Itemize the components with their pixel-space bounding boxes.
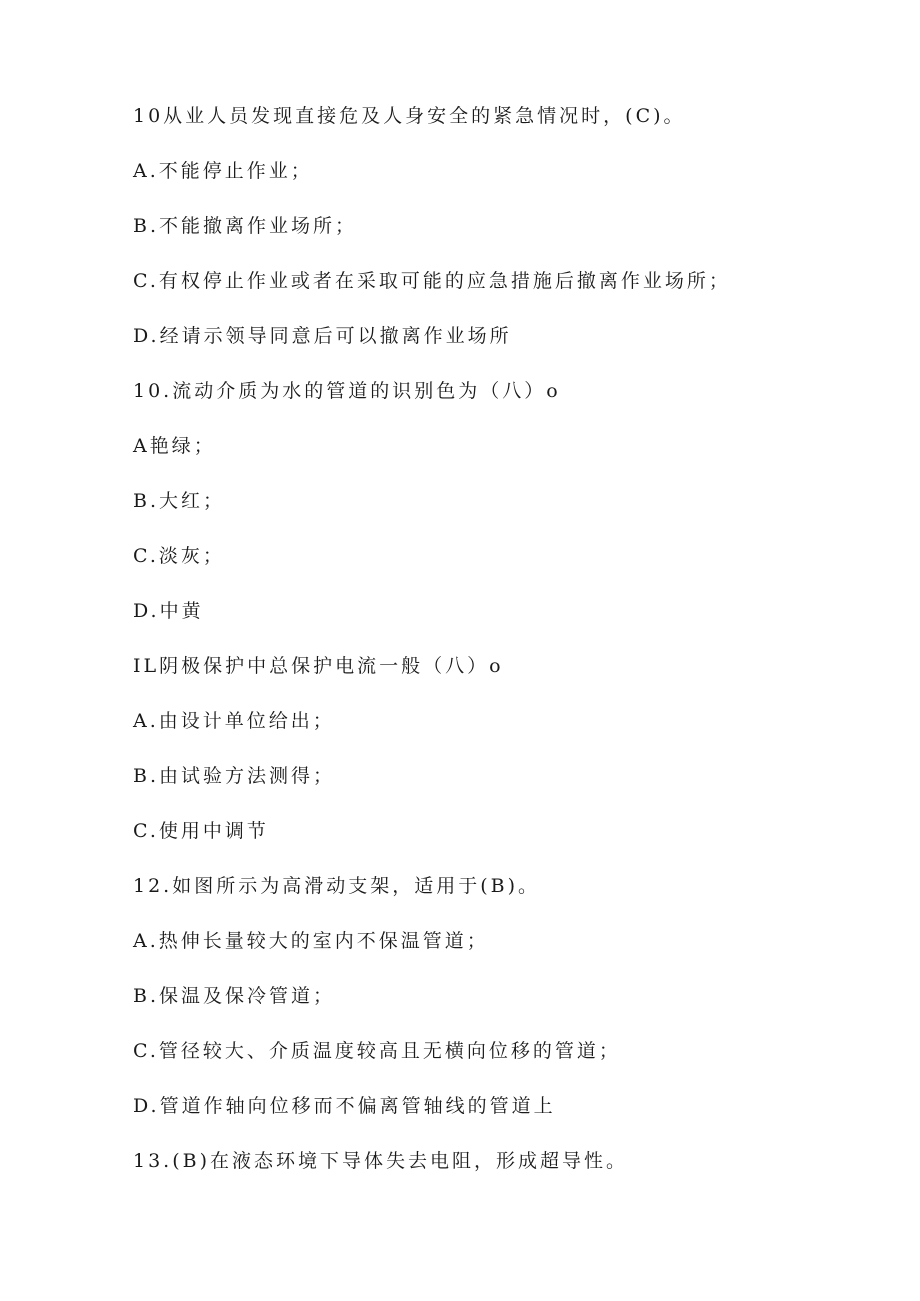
- question-12-support: 12.如图所示为高滑动支架，适用于(B)。: [133, 875, 541, 897]
- option-c: C.有权停止作业或者在采取可能的应急措施后撤离作业场所；: [133, 270, 731, 292]
- option-b: B.由试验方法测得；: [133, 765, 336, 787]
- option-a: A艳绿；: [133, 435, 216, 457]
- option-c: C.使用中调节: [133, 820, 269, 842]
- question-10-pipe-color: 10.流动介质为水的管道的识别色为（八）o: [133, 380, 561, 402]
- option-c: C.淡灰；: [133, 545, 225, 567]
- question-10-safety: 10从业人员发现直接危及人身安全的紧急情况时，(C)。: [133, 105, 686, 127]
- option-a: A.不能停止作业；: [133, 160, 313, 182]
- option-a: A.热伸长量较大的室内不保温管道；: [133, 930, 489, 952]
- option-d: D.中黄: [133, 600, 204, 622]
- option-c: C.管径较大、介质温度较高且无横向位移的管道；: [133, 1040, 621, 1062]
- option-a: A.由设计单位给出；: [133, 710, 335, 732]
- question-11-cathodic: IL阴极保护中总保护电流一般（八）o: [133, 655, 504, 677]
- option-d: D.经请示领导同意后可以撤离作业场所: [133, 325, 512, 347]
- option-b: B.不能撤离作业场所；: [133, 215, 358, 237]
- option-b: B.大红；: [133, 490, 226, 512]
- option-d: D.管道作轴向位移而不偏离管轴线的管道上: [133, 1095, 556, 1117]
- question-13-superconductor: 13.(B)在液态环境下导体失去电阻，形成超导性。: [133, 1150, 629, 1172]
- option-b: B.保温及保冷管道；: [133, 985, 336, 1007]
